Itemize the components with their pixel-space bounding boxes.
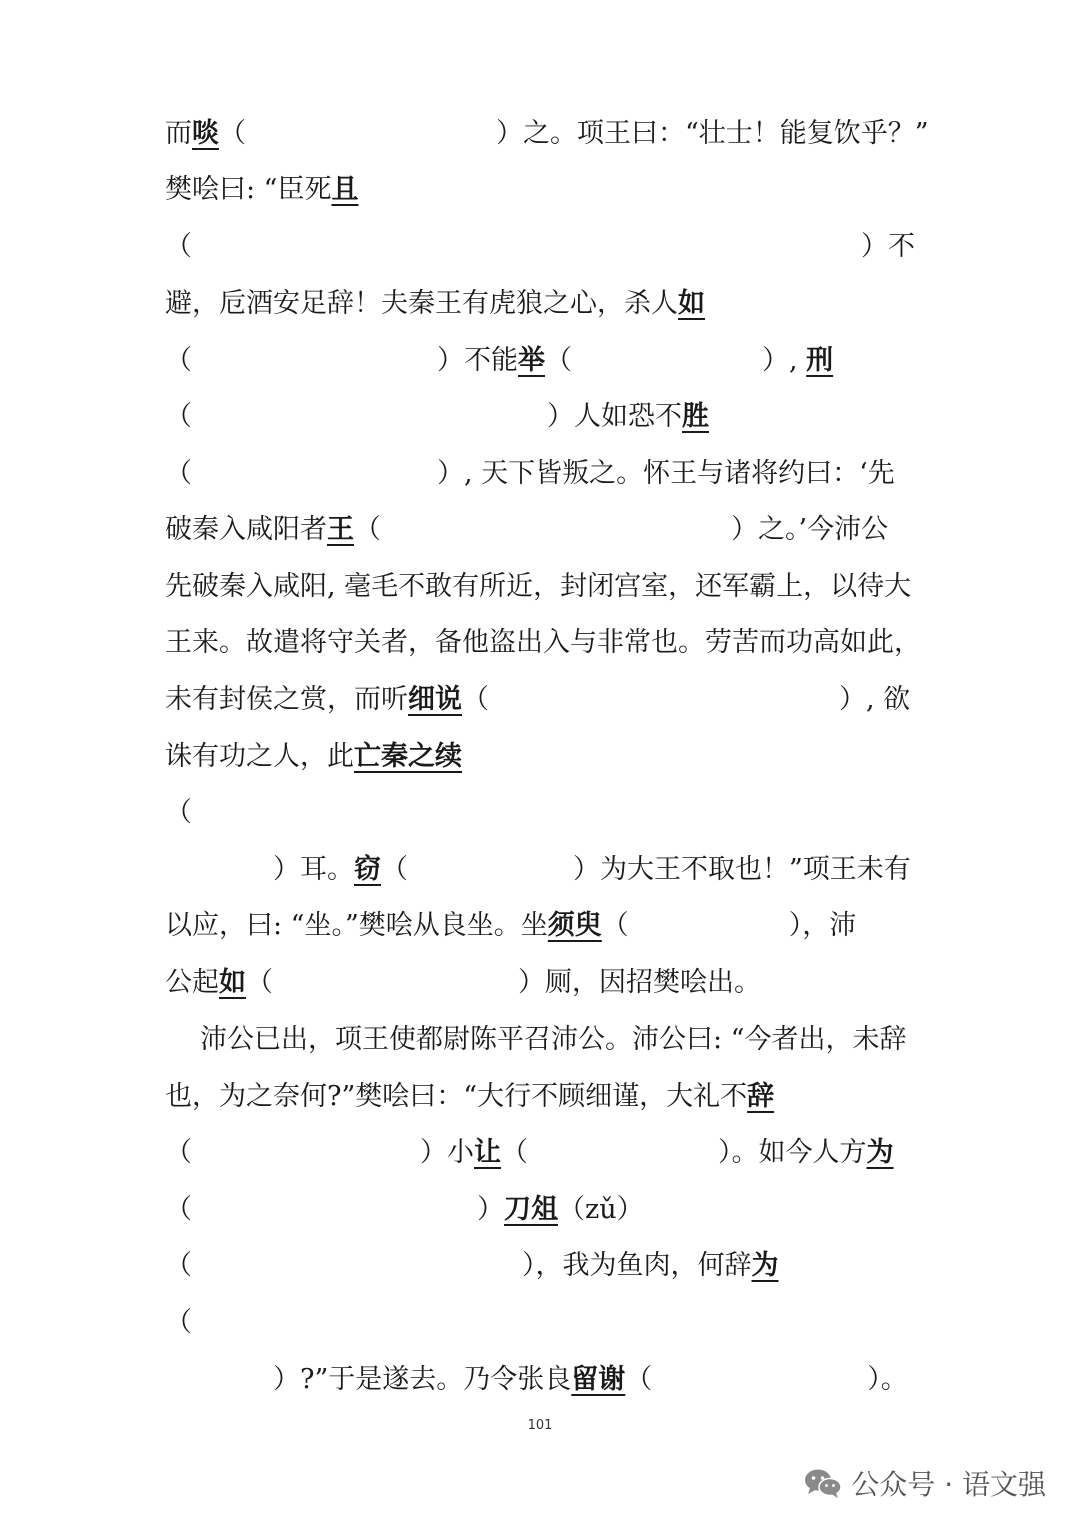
text-line: 先破秦入咸阳, 毫毛不敢有所近，封闭宫室，还军霸上，以待大 — [165, 571, 912, 602]
text-line: 以应，曰: “坐。”樊哙从良坐。坐须臾（ ），沛 — [165, 910, 857, 941]
text-line: （ ）人如恐不胜 — [165, 401, 709, 432]
page-number: 101 — [527, 1418, 553, 1433]
text-line: 王来。故遣将守关者，备他盗出入与非常也。劳苦而功高如此， — [165, 627, 921, 658]
text-line: 而啖（ ）之。项王曰：“壮士！能复饮乎？” — [165, 118, 929, 149]
text-line: ）?”于是遂去。乃令张良留谢（ ）。 — [273, 1364, 908, 1395]
text-line: 樊哙曰: “臣死且 — [165, 174, 359, 205]
text-line: ）耳。窃（ ）为大王不取也！”项王未有 — [273, 854, 911, 885]
text-line: 避，卮酒安足辞！夫秦王有虎狼之心，杀人如 — [165, 288, 705, 319]
text-line: （ ）不能举（ ）, 刑 — [165, 345, 834, 376]
text-line: 公起如（ ）厕，因招樊哙出。 — [165, 967, 761, 998]
text-line: 沛公已出，项王使都尉陈平召沛公。沛公曰: “今者出，未辞 — [200, 1024, 907, 1055]
watermark — [803, 1463, 1046, 1503]
wechat-icon — [803, 1467, 843, 1499]
text-line: （ ）, 天下皆叛之。怀王与诸将约曰：‘先 — [165, 458, 895, 489]
text-line: 破秦入咸阳者王（ ）之。’今沛公 — [165, 514, 889, 545]
text-line: （ ）刀俎（zǔ） — [165, 1194, 644, 1225]
text-line: （ — [165, 1307, 192, 1338]
text-line: 未有封侯之赏，而听细说（ ）, 欲 — [165, 684, 911, 715]
text-line: （ ）不 — [165, 231, 915, 262]
text-line: （ ），我为鱼肉，何辞为 — [165, 1250, 779, 1281]
text-line: 也，为之奈何?”樊哙曰：“大行不顾细谨，大礼不辞 — [165, 1081, 775, 1112]
text-line: （ — [165, 797, 192, 828]
text-line: 诛有功之人，此亡秦之续 — [165, 741, 462, 772]
text-line: （ ）小让（ ）。如今人方为 — [165, 1137, 894, 1168]
watermark-text: 公众号 · 语文强 — [851, 1468, 1046, 1501]
